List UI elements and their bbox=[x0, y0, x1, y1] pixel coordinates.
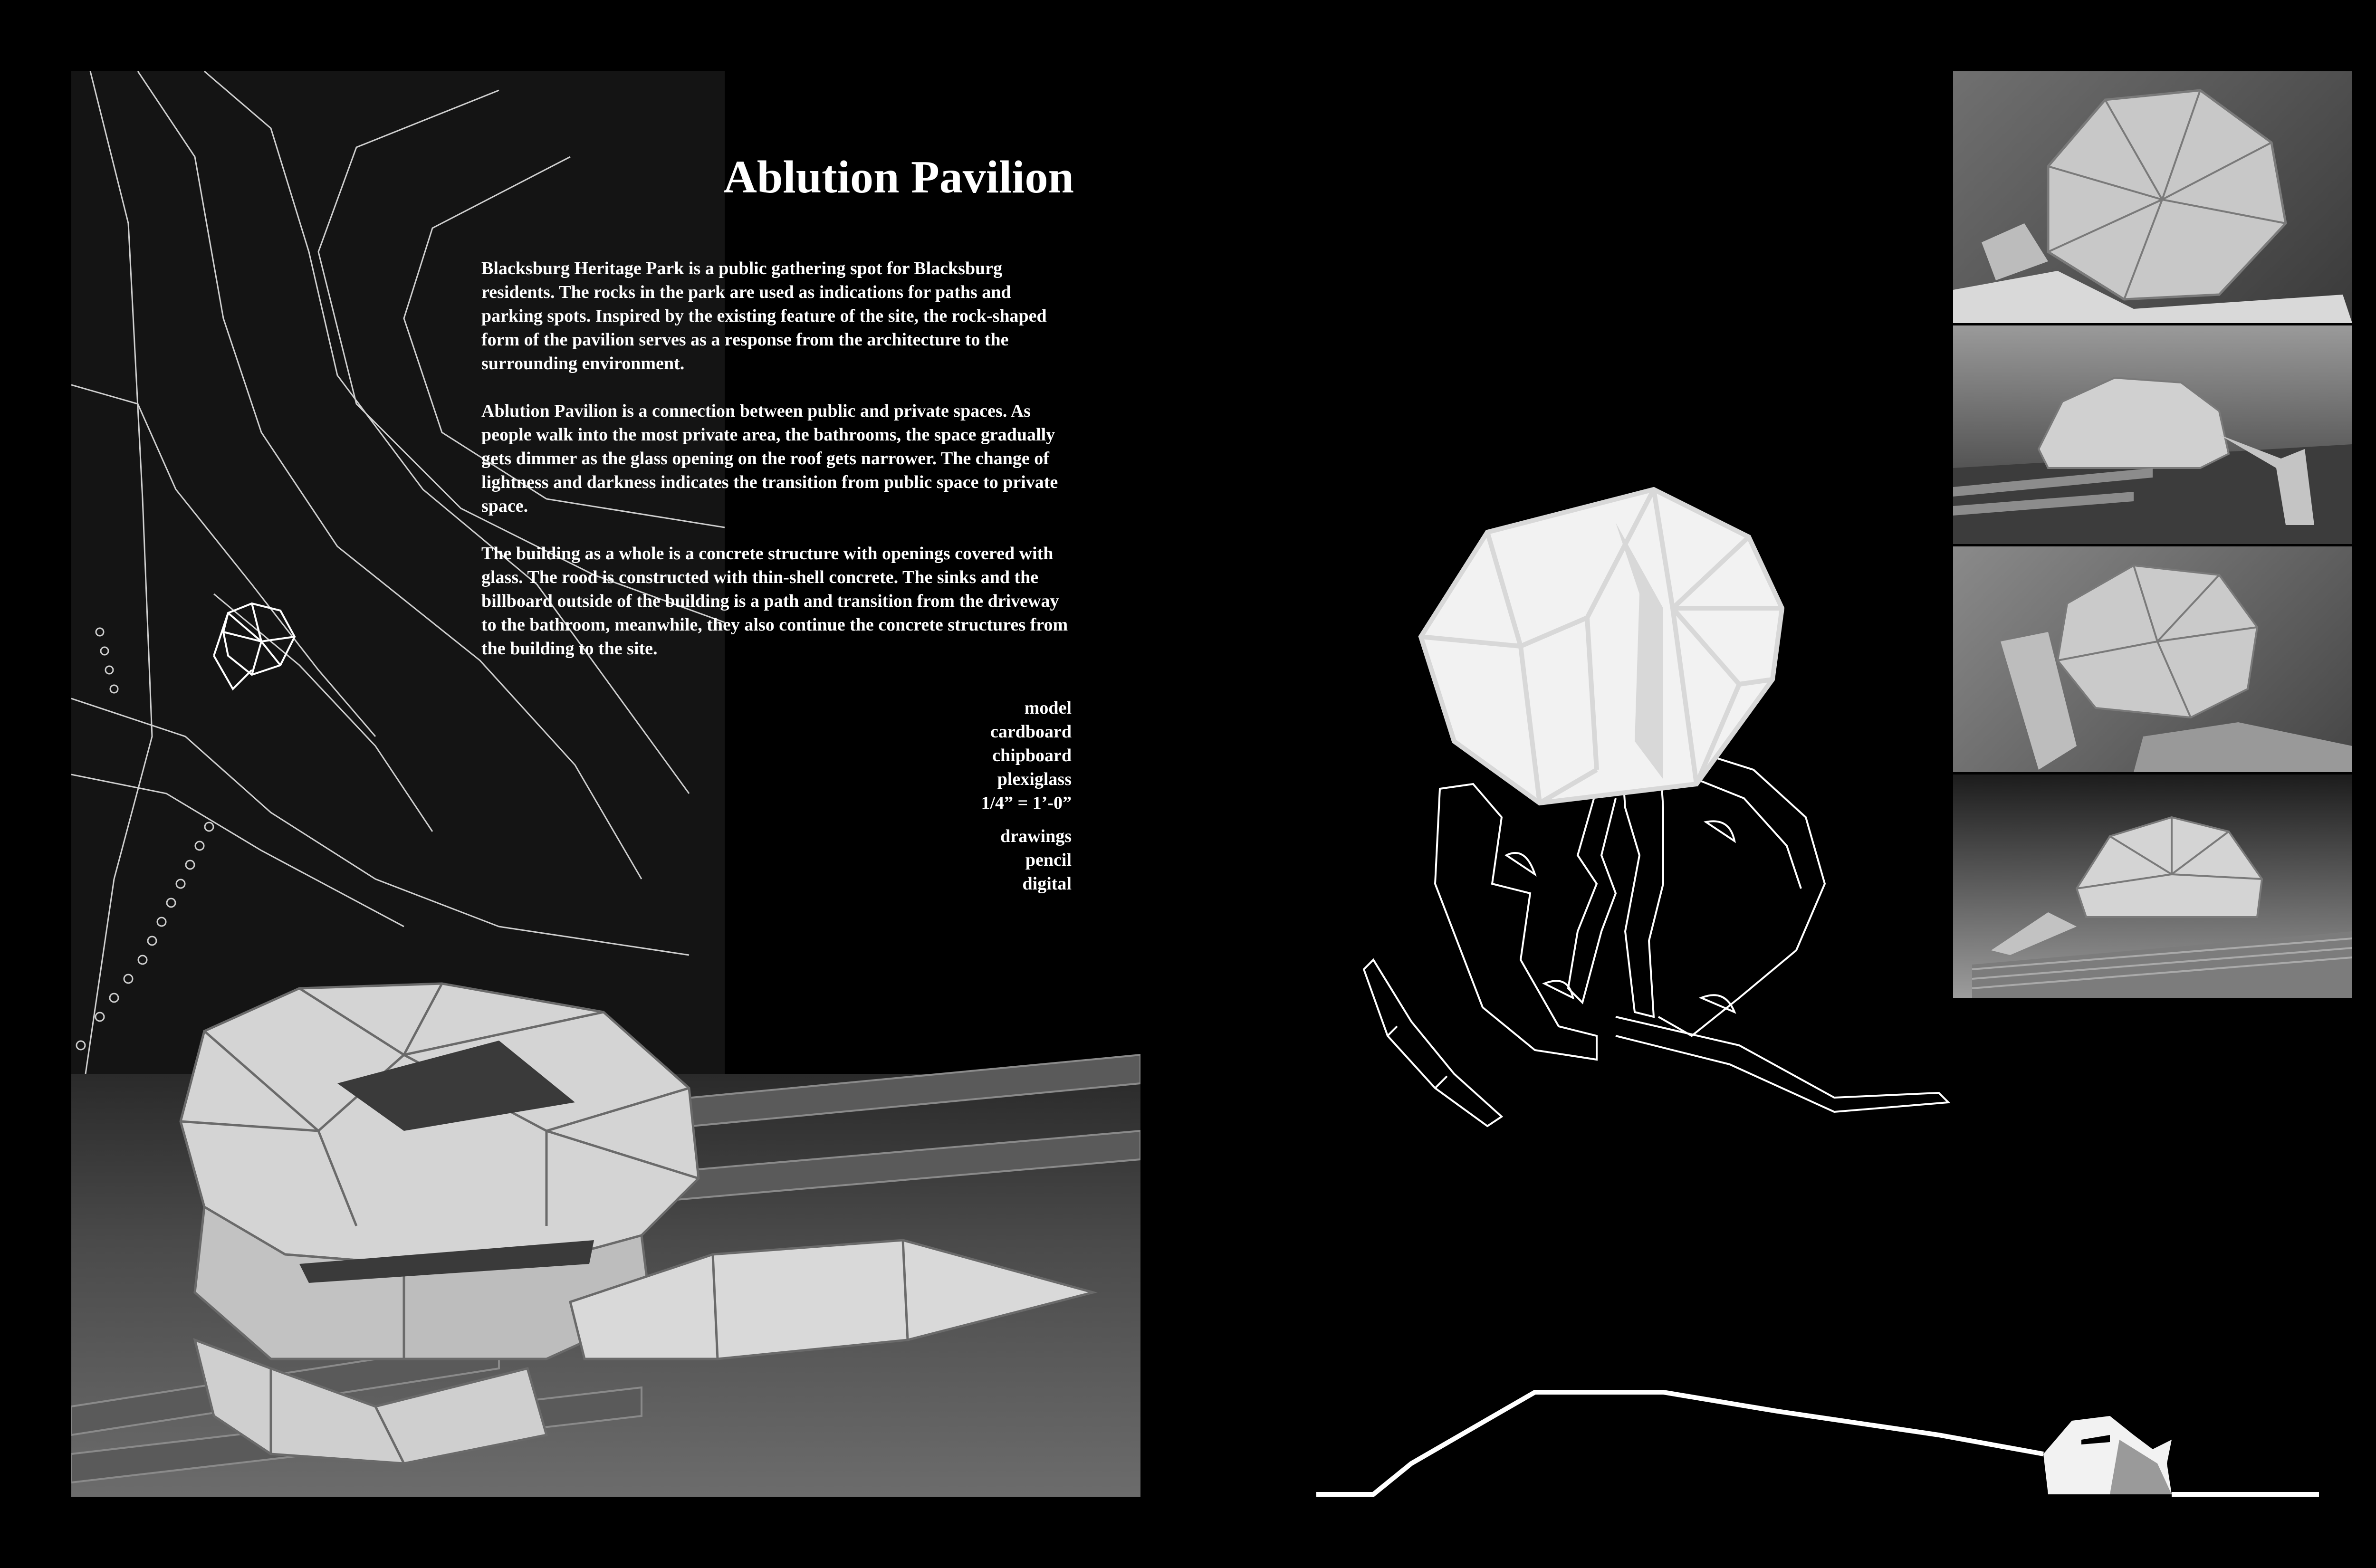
model-photo-front-view bbox=[1953, 774, 2352, 998]
model-photo-side-view-image bbox=[1953, 325, 2352, 544]
materials-scale: 1/4” = 1’-0” bbox=[981, 793, 1072, 813]
model-photo-top-view bbox=[1953, 71, 2352, 323]
materials-cardboard: cardboard bbox=[990, 722, 1072, 742]
model-photo-top-view-image bbox=[1953, 71, 2352, 323]
model-photo-front-view-image bbox=[1953, 774, 2352, 998]
materials-drawings-heading: drawings bbox=[1000, 826, 1072, 846]
materials-model-heading: model bbox=[1024, 698, 1072, 718]
model-photo-aerial-view bbox=[1953, 546, 2352, 772]
description-paragraph-site: Blacksburg Heritage Park is a public gathering spot for Blacksburg residents. The rocks in the park are used as indications for paths and parking spots. Inspired by the existing feature of the site, the rock-shaped form of the pavilion serves as a response from the architecture to the surrounding environment. bbox=[481, 258, 1047, 373]
materials-list bbox=[855, 696, 1072, 905]
materials-pencil: pencil bbox=[1025, 850, 1072, 870]
page-title: Ablution Pavilion bbox=[723, 152, 1074, 203]
cardboard-model-image bbox=[71, 931, 1140, 1497]
site-section-diagram bbox=[1302, 1368, 2324, 1511]
project-description bbox=[481, 257, 1075, 684]
materials-chipboard: chipboard bbox=[992, 746, 1072, 765]
drawing-materials-group bbox=[855, 824, 1072, 896]
roof-plan-diagram bbox=[1331, 475, 1996, 1140]
model-materials-group bbox=[855, 696, 1072, 815]
materials-plexiglass: plexiglass bbox=[997, 769, 1072, 789]
model-photo-aerial-view-image bbox=[1953, 546, 2352, 772]
model-photo-side-view bbox=[1953, 325, 2352, 544]
materials-digital: digital bbox=[1022, 874, 1072, 894]
description-paragraph-transition: Ablution Pavilion is a connection between public and private spaces. As people walk into the most private area, the bathrooms, the space gradually gets dimmer as the glass opening on the roof gets narrower. The change of lightness and darkness indicates the transition from public space to private space. bbox=[481, 401, 1058, 516]
description-paragraph-structure: The building as a whole is a concrete structure with openings covered with glass. The rood is constructed with thin-shell concrete. The sinks and the billboard outside of the building is a path and transition from the driveway to the bathroom, meanwhile, they also continue the concrete structures from the building to the site. bbox=[481, 544, 1068, 659]
